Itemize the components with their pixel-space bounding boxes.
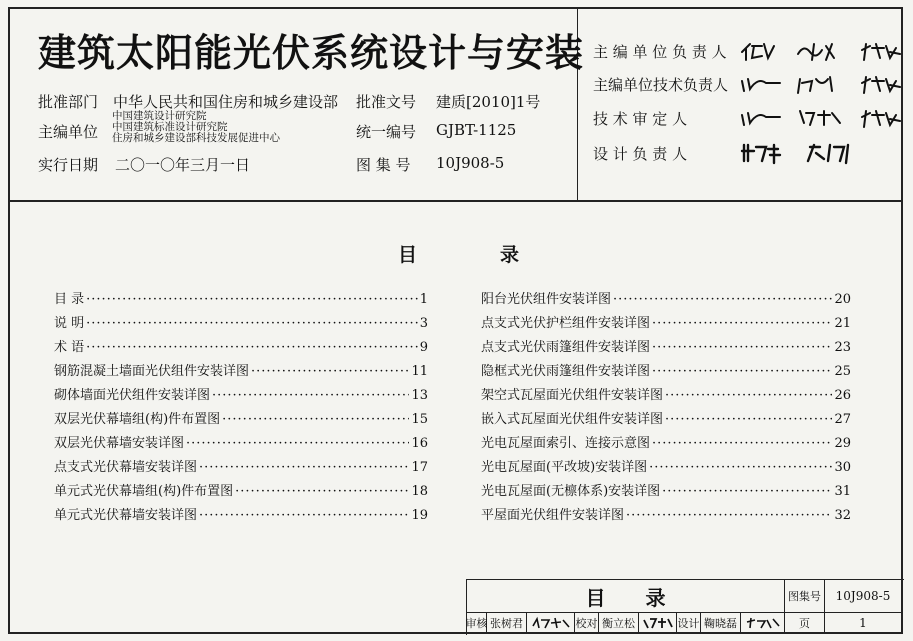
toc-item[interactable] [54, 336, 428, 355]
toc-item-title: 双层光伏幕墙安装详图 [54, 436, 185, 451]
toc-item-page: 26 [834, 388, 851, 403]
toc-item-page: 18 [411, 484, 428, 499]
page-number: 1 [859, 615, 867, 630]
page-label: 页 [799, 616, 810, 630]
title-block-title-cell [467, 580, 785, 613]
checker-signature [639, 613, 677, 633]
toc-item[interactable] [481, 312, 851, 331]
toc-item-title: 光电瓦屋面(无檩体系)安装详图 [481, 484, 661, 499]
atlas-no: 10J908-5 [436, 154, 505, 172]
toc-item-page: 1 [419, 292, 428, 307]
toc-item-title: 单元式光伏幕墙组(构)件布置图 [54, 484, 234, 499]
toc-item[interactable] [481, 288, 851, 307]
toc-item-title: 说 明 [54, 316, 85, 331]
page-number-cell [825, 613, 902, 633]
toc-item-title: 点支式光伏护栏组件安装详图 [481, 316, 651, 331]
toc-item-page: 15 [411, 412, 428, 427]
toc-item[interactable] [481, 504, 851, 523]
toc-item-title: 钢筋混凝土墙面光伏组件安装详图 [54, 364, 250, 379]
toc-item[interactable] [481, 480, 851, 499]
toc-item-page: 23 [834, 340, 851, 355]
reviewer-name: 张树君 [490, 616, 523, 630]
toc-item-page: 19 [411, 508, 428, 523]
toc-item[interactable] [54, 360, 428, 379]
designer-name: 鞠晓磊 [704, 616, 737, 630]
check-label: 校对 [575, 616, 598, 630]
editor-unit-label: 主编单位 [38, 123, 99, 141]
toc-item[interactable] [54, 312, 428, 331]
toc-item[interactable] [54, 288, 428, 307]
toc-heading-left: 目 [398, 244, 418, 266]
toc-item-title: 光电瓦屋面(平改坡)安装详图 [481, 460, 648, 475]
toc-item-title: 点支式光伏雨篷组件安装详图 [481, 340, 651, 355]
toc-item-title: 阳台光伏组件安装详图 [481, 292, 612, 307]
approval-dept-label: 批准部门 [38, 93, 99, 111]
toc-item-page: 9 [419, 340, 428, 355]
toc-item-page: 29 [834, 436, 851, 451]
design-label-cell [677, 613, 701, 633]
toc-item[interactable] [481, 336, 851, 355]
atlas-label: 图集号 [788, 590, 821, 603]
atlas-no-cell [825, 580, 902, 613]
approval-dept: 中华人民共和国住房和城乡建设部 [113, 93, 339, 111]
toc-item[interactable] [54, 432, 428, 451]
toc-item-title: 光电瓦屋面索引、连接示意图 [481, 436, 651, 451]
signature-row-4 [740, 141, 905, 159]
toc-item-page: 13 [411, 388, 428, 403]
resp-label-3: 技 术 审 定 人 [593, 110, 688, 128]
toc-item-page: 25 [834, 364, 851, 379]
impl-date-label: 实行日期 [38, 156, 99, 174]
editor-unit-1: 中国建筑设计研究院 [112, 110, 207, 122]
review-label: 审核 [465, 616, 488, 630]
unified-no: GJBT-1125 [436, 121, 517, 139]
toc-item-page: 16 [411, 436, 428, 451]
atlas-no-value: 10J908-5 [835, 589, 891, 603]
toc-item[interactable] [54, 480, 428, 499]
atlas-label-cell [785, 580, 825, 613]
toc-heading-right: 录 [500, 244, 520, 266]
toc-item[interactable] [54, 504, 428, 523]
toc-item-title: 平屋面光伏组件安装详图 [481, 508, 625, 523]
toc-item-page: 17 [411, 460, 428, 475]
toc-item[interactable] [54, 408, 428, 427]
toc-item-title: 砌体墙面光伏组件安装详图 [54, 388, 211, 403]
resp-label-4: 设 计 负 责 人 [593, 145, 688, 163]
designer-cell [701, 613, 741, 633]
document-title: 建筑太阳能光伏系统设计与安装 [38, 31, 585, 75]
atlas-no-label: 图 集 号 [356, 156, 411, 174]
toc-item-title: 术 语 [54, 340, 85, 355]
toc-item[interactable] [481, 432, 851, 451]
title-block-title: 目录 [585, 585, 706, 610]
toc-item[interactable] [481, 456, 851, 475]
toc-item-title: 嵌入式瓦屋面光伏组件安装详图 [481, 412, 664, 427]
toc-item-title: 目 录 [54, 292, 85, 307]
toc-item-title: 点支式光伏幕墙安装详图 [54, 460, 198, 475]
title-block [466, 579, 904, 635]
approval-doc-label: 批准文号 [356, 93, 417, 111]
toc-item-page: 27 [834, 412, 851, 427]
toc-item-page: 21 [834, 316, 851, 331]
toc-item-page: 3 [419, 316, 428, 331]
unified-no-label: 统一编号 [356, 123, 417, 141]
reviewer-signature [527, 613, 575, 633]
approval-doc: 建质[2010]1号 [436, 93, 541, 111]
toc-item[interactable] [54, 384, 428, 403]
toc-item-title: 单元式光伏幕墙安装详图 [54, 508, 198, 523]
signature-row-3 [740, 107, 905, 125]
toc-item-page: 32 [834, 508, 851, 523]
editor-unit-3: 住房和城乡建设部科技发展促进中心 [112, 132, 280, 144]
signature-row-1 [740, 40, 905, 58]
page-label-cell [785, 613, 825, 633]
toc-item-page: 30 [834, 460, 851, 475]
checker-name: 衡立松 [602, 616, 635, 630]
checker-cell [599, 613, 639, 633]
toc-item-title: 隐框式光伏雨篷组件安装详图 [481, 364, 651, 379]
designer-signature [741, 613, 785, 633]
resp-label-1: 主 编 单 位 负 责 人 [593, 43, 727, 61]
toc-item-page: 20 [834, 292, 851, 307]
toc-item[interactable] [481, 408, 851, 427]
review-label-cell [467, 613, 487, 633]
toc-item-page: 11 [411, 364, 428, 379]
signature-row-2 [740, 73, 905, 91]
toc-item-title: 双层光伏幕墙组(构)件布置图 [54, 412, 221, 427]
check-label-cell [575, 613, 599, 633]
toc-item-title: 架空式瓦屋面光伏组件安装详图 [481, 388, 664, 403]
toc-item[interactable] [481, 360, 851, 379]
toc-item[interactable] [481, 384, 851, 403]
toc-item-page: 31 [834, 484, 851, 499]
toc-item[interactable] [54, 456, 428, 475]
design-label: 设计 [677, 616, 700, 630]
header-bottom-rule [8, 200, 903, 202]
reviewer-cell [487, 613, 527, 633]
editor-unit-2: 中国建筑标准设计研究院 [112, 121, 228, 133]
impl-date: 二〇一〇年三月一日 [115, 156, 251, 174]
resp-label-2: 主编单位技术负责人 [593, 76, 729, 94]
